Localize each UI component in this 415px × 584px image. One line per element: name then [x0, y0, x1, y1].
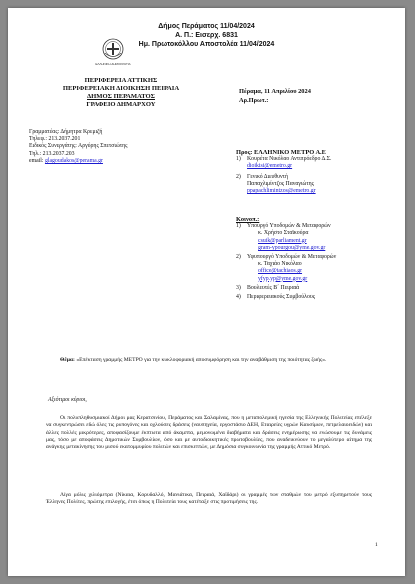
page-number: 1: [375, 542, 378, 548]
greek-republic-emblem-icon: [102, 38, 124, 60]
letter-page: [8, 8, 405, 576]
recipient-block: [236, 149, 396, 195]
cc-item-1: 1) Υπουργό Υποδομών & Μεταφορών κ. Χρήστο Σταϊκούρα csuik@parliament.gr gram-ypourgou@yme.gov.gr: [236, 223, 396, 252]
associate-line: Ειδικός Συνεργάτης: Αργύρης Σπετσιώτης: [29, 143, 128, 150]
header-line-2: ΠΕΡΙΦΕΡΕΙΑΚΗ ΔΙΟΙΚΗΣΗ ΠΕΙΡΑΙΑ: [62, 85, 180, 92]
greeting: Αξιότιμοι κύριοι,: [48, 397, 87, 403]
protocol-number: Αρ.Πρωτ.:: [239, 96, 269, 104]
contact-info: [29, 129, 219, 165]
cc-block: [236, 216, 396, 301]
recipient-title: Προς: ΕΛΛΗΝΙΚΟ ΜΕΤΡΟ Α.Ε: [236, 149, 326, 156]
phone-line-2: Τηλ.: 213.2037.203: [29, 150, 75, 157]
cc-1-role: Υπουργό Υποδομών & Μεταφορών: [247, 223, 331, 230]
stamp-line-3: Ημ. Πρωτοκόλλου Αποστολέα 11/04/2024: [138, 41, 275, 48]
recipient-2-name: Παπαχλιμίντζος Παναγιώτης: [247, 180, 314, 187]
cc-1-name: κ. Χρήστο Σταϊκούρα: [258, 230, 309, 237]
header-line-4: ΓΡΑΦΕΙΟ ΔΗΜΑΡΧΟΥ: [86, 101, 156, 108]
protocol-stamp: [8, 22, 405, 49]
recipient-2-email-link[interactable]: ppapachlimintzos@emetro.gr: [247, 188, 316, 195]
letterhead: [56, 77, 186, 109]
cc-item-4: 4) Περιφερειακούς Συμβούλους: [236, 294, 396, 301]
recipient-1-email-link[interactable]: dioikisi@emetro.gr: [247, 163, 293, 170]
contact-email-link[interactable]: glagoudakos@perama.gr: [44, 157, 103, 164]
stamp-line-2: Α. Π.: Εισερχ. 6831: [175, 32, 238, 39]
cc-1-email-link-2[interactable]: gram-ypourgou@yme.gov.gr: [258, 244, 326, 251]
phone-line-1: Τηλεφ.: 213.2037.201: [29, 136, 81, 143]
body-paragraph-2: Λίγα μόλις χιλιόμετρα (Νίκαια, Κορυδαλλό, Μανιάτικα, Πειραιά, Χαϊδάρι) οι γραμμές των σταθμών του μετρό εξυπηρετούν τους Έλληνες Πολίτες, πρώτης επιλογής, έτσι όπως η Πολιτεία τους κατέταξε στις προτιμήσεις της.: [46, 492, 372, 506]
cc-item-2: 2) Υφυπουργό Υποδομών & Μεταφορών κ. Ταχιάο Νικόλαο office@tachiaos.gr yfyp.yp@yme.gov.gr: [236, 254, 396, 283]
subject-text: «Επέκταση γραμμής ΜΕΤΡΟ για την κυκλοφοριακή αποσυμφόρηση και την αναβάθμιση της ποιότητας ζωής».: [76, 357, 327, 363]
cc-2-role: Υφυπουργό Υποδομών & Μεταφορών: [247, 254, 337, 261]
cc-2-email-link-2[interactable]: yfyp.yp@yme.gov.gr: [258, 275, 308, 282]
subject-label: Θέμα:: [60, 357, 75, 363]
header-line-3: ΔΗΜΟΣ ΠΕΡΑΜΑΤΟΣ: [87, 93, 155, 100]
recipient-item-2: 2) Γενικό Διευθυντή Παπαχλιμίντζος Παναγιώτης ppapachlimintzos@emetro.gr: [236, 174, 396, 196]
recipient-2-role: Γενικό Διευθυντή: [247, 173, 289, 180]
cc-3-name: Βουλευτές Β΄ Πειραιά: [247, 284, 300, 291]
cc-item-3: 3) Βουλευτές Β΄ Πειραιά: [236, 285, 396, 292]
recipient-item-1: 1) Κουρέτα Νικόλαο Αντιπρόεδρο Δ.Σ. dioikisi@emetro.gr: [236, 156, 396, 170]
cc-4-name: Περιφερειακούς Συμβούλους: [247, 294, 316, 301]
place-date: [239, 88, 311, 105]
stamp-line-1: Δήμος Περάματος 11/04/2024: [158, 23, 255, 30]
cc-1-email-link-1[interactable]: csuik@parliament.gr: [258, 237, 307, 244]
email-label: email:: [29, 157, 44, 164]
email-line: [29, 158, 219, 165]
cc-title: Κοινοπ.:: [236, 216, 260, 223]
emblem-caption: ΕΛΛΗΝΙΚΗ ΔΗΜΟΚΡΑΤΙΑ: [95, 62, 131, 66]
recipient-1-name: Κουρέτα Νικόλαο Αντιπρόεδρο Δ.Σ.: [247, 156, 332, 163]
body-paragraph-1: Οι πολυπληθυσμιακοί Δήμοι μας Κερατσινίου, Περάματος και Σαλαμίνας, που η μεταπολεμική ηγεσία της Ελληνικής Πολιτείας επέλεξε να συγκεντρώσει εδώ όλες τις ρυπογόνες και οχλούσες δράσεις (ναυπηγεία, εργοστάσιο ΔΕΗ, Εταιρείες υγρών Καυσίμων, πετρελαιοειδών) και άλλες πολλές μικρότερες, αποφασίζουμε έκπτωτα από άκαμπτα, μεμονωμένα διαβήματα και δράσεις ενημέρωσης να ενώσουμε τις δυνάμεις μας, τόσο με αποφάσεις Δημοτικών Συμβουλίων, όσο και με αυτοδιοικητικές πρωτοβουλίες, που αναδεικνύουν το μεγαλύτερο αίτημα της ανάγκης μετακίνησης του μισού εκατομμυρίου πολιτών και επισκεπτών, με Δημόσια συγκοινωνία της γραμμής Αττικό Μετρό.: [46, 415, 372, 451]
date-text: Πέραμα, 11 Απριλίου 2024: [239, 88, 311, 95]
subject-line: [60, 357, 360, 364]
secretary-line: Γραμματέας: Δήμητρα Κρεμιζή: [29, 129, 103, 135]
header-line-1: ΠΕΡΙΦΕΡΕΙΑ ΑΤΤΙΚΗΣ: [84, 77, 158, 84]
cc-2-email-link-1[interactable]: office@tachiaos.gr: [258, 268, 303, 275]
cc-2-name: κ. Ταχιάο Νικόλαο: [258, 261, 302, 268]
